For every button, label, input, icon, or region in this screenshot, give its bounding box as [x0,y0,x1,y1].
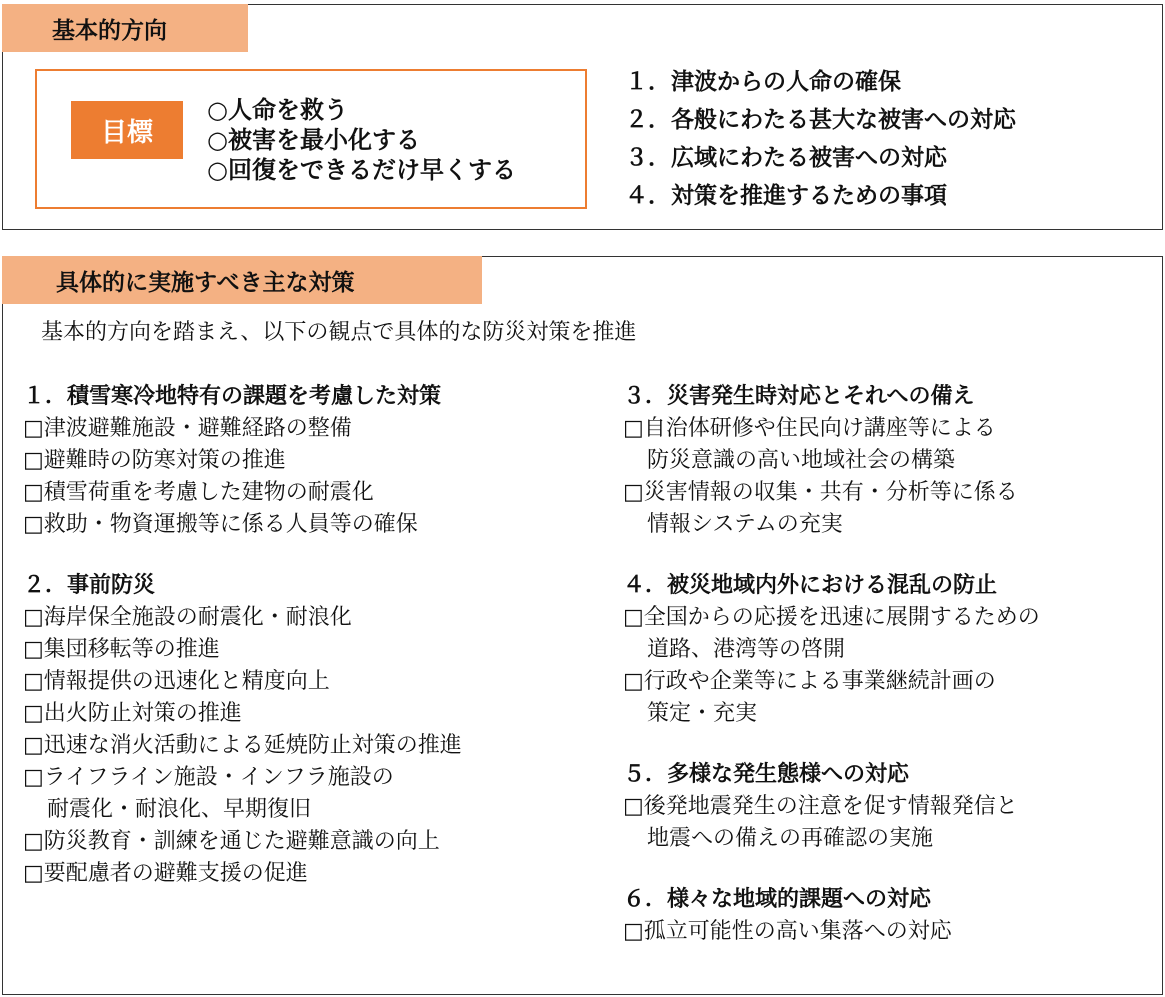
measure-item-continuation: 策定・充実 [647,701,758,726]
basic-direction-panel [2,4,1163,230]
measure-item: □後発地震発生の注意を促す情報発信と [623,794,1018,819]
direction-item: ２．各般にわたる甚大な被害への対応 [625,107,1016,133]
measure-item-continuation: 情報システムの充実 [647,512,843,537]
measure-item: □積雪荷重を考慮した建物の耐震化 [23,480,374,505]
section-title: ２．事前防災 [23,573,156,598]
measure-item-continuation: 地震への備えの再確認の実施 [647,826,934,851]
measure-item-continuation: 耐震化・耐浪化、早期復旧 [47,797,312,822]
section-title: ６．様々な地域的課題への対応 [623,887,932,912]
measure-section [623,759,1040,855]
measures-intro: 基本的方向を踏まえ、以下の観点で具体的な防災対策を推進 [41,320,637,345]
measure-item: □集団移転等の推進 [23,637,220,662]
measure-section [623,570,1040,730]
goal-item: ○回復をできるだけ早くする [207,156,516,184]
measure-item: □救助・物資運搬等に係る人員等の確保 [23,512,418,537]
measure-item: □防災教育・訓練を通じた避難意識の向上 [23,829,440,854]
measure-section [623,884,1040,948]
measure-item: □自治体研修や住民向け講座等による [623,416,996,441]
goal-list [207,95,516,185]
measure-item-continuation: 防災意識の高い地域社会の構築 [647,448,956,473]
measures-title: 具体的に実施すべき主な対策 [2,256,482,304]
measure-item: □海岸保全施設の耐震化・耐浪化 [23,605,352,630]
measure-item: □津波避難施設・避難経路の整備 [23,416,352,441]
direction-item: ４．対策を推進するための事項 [625,183,947,209]
measure-section [623,381,1040,541]
section-title: ５．多様な発生態様への対応 [623,762,910,787]
measure-item: □出火防止対策の推進 [23,701,242,726]
direction-item: １．津波からの人命の確保 [625,69,901,95]
goal-item: ○人命を救う [207,96,348,124]
measures-panel [2,256,1163,995]
section-title: １．積雪寒冷地特有の課題を考慮した対策 [23,384,442,409]
goal-item: ○被害を最小化する [207,126,420,154]
goal-box [35,69,587,209]
measure-item: □孤立可能性の高い集落への対応 [623,919,952,944]
basic-direction-title: 基本的方向 [2,4,248,52]
measure-section [23,381,462,541]
measure-item: □避難時の防寒対策の推進 [23,448,286,473]
measure-section [23,570,462,890]
measure-item: □情報提供の迅速化と精度向上 [23,669,330,694]
measure-item: □迅速な消火活動による延焼防止対策の推進 [23,733,462,758]
measure-item: □ライフライン施設・インフラ施設の [23,765,394,790]
direction-list [625,63,1016,215]
measures-left-column [23,381,462,919]
measure-item: □全国からの応援を迅速に展開するための [623,605,1040,630]
measure-item: □災害情報の収集・共有・分析等に係る [623,480,1018,505]
measure-item-continuation: 道路、港湾等の啓開 [647,637,846,662]
direction-item: ３．広域にわたる被害への対応 [625,145,947,171]
section-title: ３．災害発生時対応とそれへの備え [623,384,975,409]
goal-label: 目標 [71,101,183,159]
section-title: ４．被災地域内外における混乱の防止 [623,573,998,598]
measure-item: □行政や企業等による事業継続計画の [623,669,996,694]
measure-item: □要配慮者の避難支援の促進 [23,861,308,886]
measures-right-column [623,381,1040,977]
